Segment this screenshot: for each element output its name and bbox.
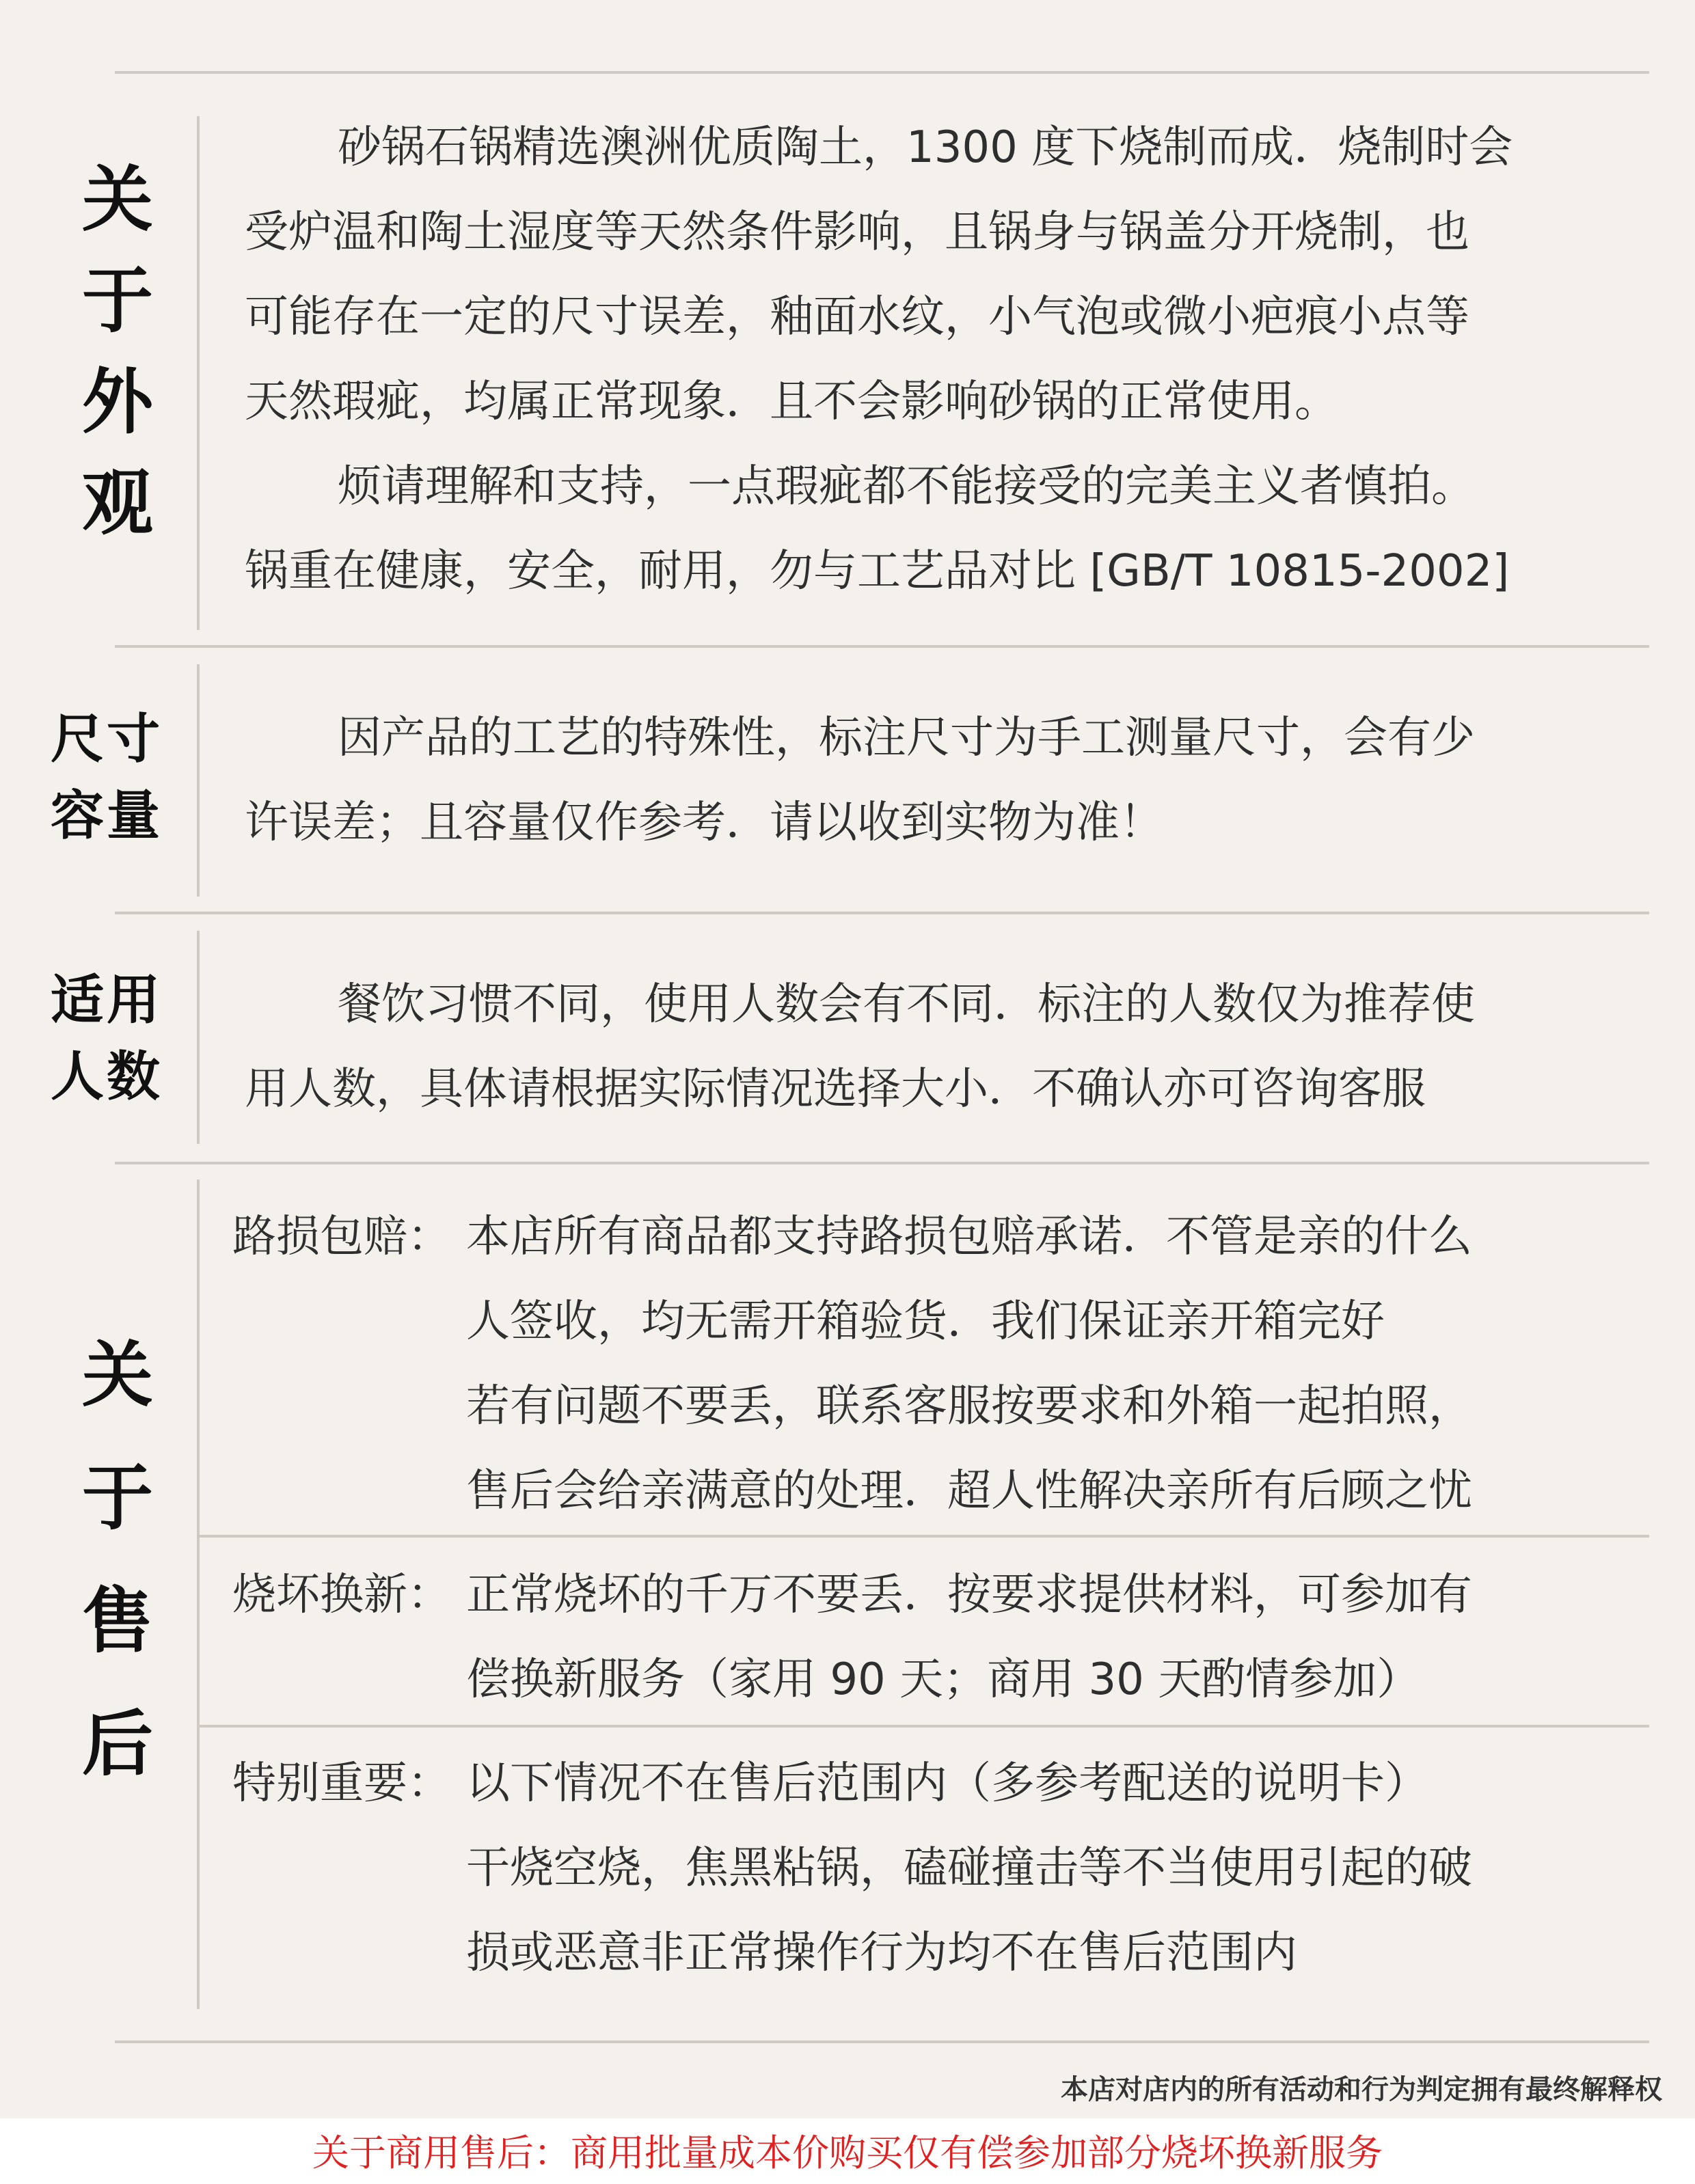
text-line: 偿换新服务（家用 90 天；商用 30 天酌情参加）: [466, 1654, 1421, 1705]
text-line: 烦请理解和支持，一点瑕疵都不能接受的完美主义者慎拍。: [338, 461, 1475, 512]
divider-after-sales-2: [200, 1725, 1649, 1728]
text-line: 以下情况不在售后范围内（多参考配送的说明卡）: [466, 1758, 1428, 1809]
people-text: [245, 962, 1475, 1132]
vertical-rule-people: [197, 931, 200, 1144]
detail-important: [466, 1741, 1472, 1995]
title-char: 观: [81, 461, 153, 545]
title-line: 适用: [51, 970, 163, 1031]
label-burnout-replace: 烧坏换新：: [232, 1570, 451, 1620]
text-line: 干烧空烧，焦黑粘锅，磕碰撞击等不当使用引起的破: [466, 1843, 1472, 1894]
title-char: 于: [81, 1456, 153, 1540]
label-important: 特别重要：: [232, 1758, 451, 1809]
section-title-people: [51, 962, 187, 1115]
title-char: 后: [81, 1702, 153, 1786]
text-line: 可能存在一定的尺寸误差，釉面水纹，小气泡或微小疤痕小点等: [245, 292, 1469, 342]
appearance-text: [245, 105, 1513, 614]
size-text: [245, 696, 1475, 865]
text-line: 售后会给亲满意的处理．超人性解决亲所有后顾之忧: [466, 1466, 1472, 1516]
text-line: 锅重在健康，安全，耐用，勿与工艺品对比 [GB/T 10815-2002]: [245, 546, 1510, 597]
text-line: 受炉温和陶土湿度等天然条件影响，且锅身与锅盖分开烧制，也: [245, 207, 1469, 258]
title-line: 人数: [51, 1046, 163, 1108]
vertical-rule-appearance: [197, 116, 200, 630]
text-line: 损或恶意非正常操作行为均不在售后范围内: [466, 1928, 1297, 1978]
divider-people: [115, 1162, 1649, 1164]
divider-appearance: [115, 645, 1649, 648]
title-char: 外: [81, 360, 153, 443]
divider-bottom: [115, 2040, 1649, 2043]
vertical-rule-size: [197, 664, 200, 897]
footnote: 本店对店内的所有活动和行为判定拥有最终解释权: [1061, 2074, 1662, 2105]
detail-burnout-replace: [466, 1553, 1472, 1722]
detail-transit-damage: [466, 1195, 1472, 1533]
commercial-after-sales-note: 关于商用售后：商用批量成本价购买仅有偿参加部分烧坏换新服务: [312, 2131, 1383, 2174]
section-title-after-sales: [49, 1333, 186, 1786]
title-char: 售: [81, 1579, 153, 1663]
divider-after-sales-1: [200, 1535, 1649, 1538]
title-char: 关: [81, 1333, 153, 1417]
title-line: 尺寸: [51, 709, 163, 770]
title-char: 关: [81, 158, 153, 241]
divider-size: [115, 912, 1649, 914]
vertical-rule-after-sales: [197, 1179, 200, 2009]
text-line: 若有问题不要丢，联系客服按要求和外箱一起拍照，: [466, 1381, 1472, 1432]
text-line: 砂锅石锅精选澳洲优质陶土，1300 度下烧制而成．烧制时会: [338, 122, 1513, 173]
text-line: 天然瑕疵，均属正常现象．且不会影响砂锅的正常使用。: [245, 377, 1338, 427]
text-line: 餐饮习惯不同，使用人数会有不同．标注的人数仅为推荐使: [338, 979, 1475, 1030]
text-line: 用人数，具体请根据实际情况选择大小．不确认亦可咨询客服: [245, 1064, 1426, 1115]
title-char: 于: [81, 259, 153, 342]
text-line: 正常烧坏的千万不要丢．按要求提供材料，可参加有: [466, 1570, 1472, 1620]
label-transit-damage: 路损包赔：: [232, 1212, 451, 1262]
text-line: 许误差；且容量仅作参考．请以收到实物为准！: [245, 797, 1163, 848]
section-title-appearance: [49, 158, 186, 545]
text-line: 人签收，均无需开箱验货．我们保证亲开箱完好: [466, 1296, 1385, 1347]
text-line: 本店所有商品都支持路损包赔承诺．不管是亲的什么: [466, 1212, 1472, 1262]
title-line: 容量: [51, 785, 163, 847]
divider-top: [115, 71, 1649, 74]
text-line: 因产品的工艺的特殊性，标注尺寸为手工测量尺寸，会有少: [338, 713, 1475, 763]
section-title-size: [51, 701, 187, 854]
